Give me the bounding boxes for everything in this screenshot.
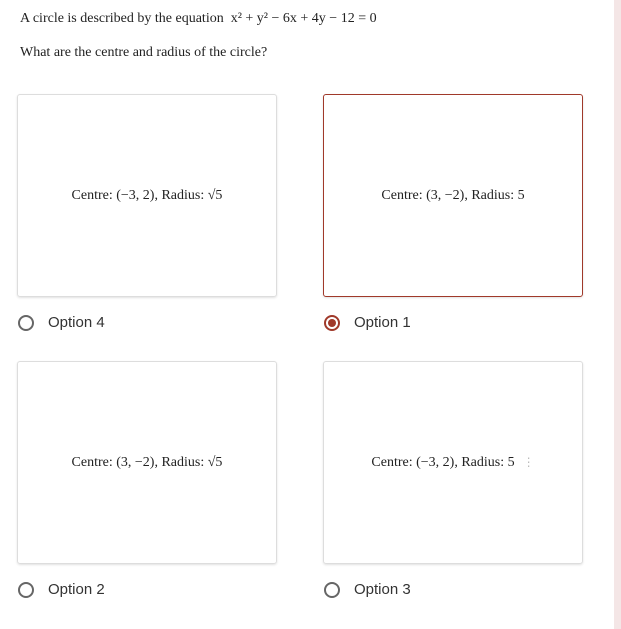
- radio-option-3[interactable]: [324, 581, 411, 598]
- option-card-3[interactable]: [323, 361, 583, 564]
- radio-option-4[interactable]: [18, 314, 105, 331]
- radio-button[interactable]: [18, 315, 34, 331]
- option-text: Centre: (−3, 2), Radius: √5: [71, 187, 223, 203]
- option-label: Option 3: [354, 581, 411, 598]
- radio-option-1[interactable]: [324, 314, 411, 331]
- option-label: Option 4: [48, 314, 105, 331]
- option-label: Option 1: [354, 314, 411, 331]
- radio-button[interactable]: [18, 582, 34, 598]
- option-card-4[interactable]: [17, 94, 277, 297]
- option-text: Centre: (3, −2), Radius: 5: [381, 187, 525, 203]
- radio-button[interactable]: [324, 582, 340, 598]
- radio-button-selected[interactable]: [324, 315, 340, 331]
- option-card-2[interactable]: [17, 361, 277, 564]
- option-text: Centre: (−3, 2), Radius: 5: [371, 454, 515, 470]
- question-prompt: What are the centre and radius of the circle?: [20, 45, 268, 60]
- option-card-1[interactable]: [323, 94, 583, 297]
- question-intro: A circle is described by the equation: [20, 11, 224, 26]
- equation: x² + y² − 6x + 4y − 12 = 0: [230, 11, 377, 26]
- more-icon[interactable]: ⋮: [522, 455, 535, 469]
- option-label: Option 2: [48, 581, 105, 598]
- right-scroll-strip: [614, 0, 621, 629]
- radio-option-2[interactable]: [18, 581, 105, 598]
- option-text: Centre: (3, −2), Radius: √5: [71, 454, 223, 470]
- question-text: [20, 11, 377, 27]
